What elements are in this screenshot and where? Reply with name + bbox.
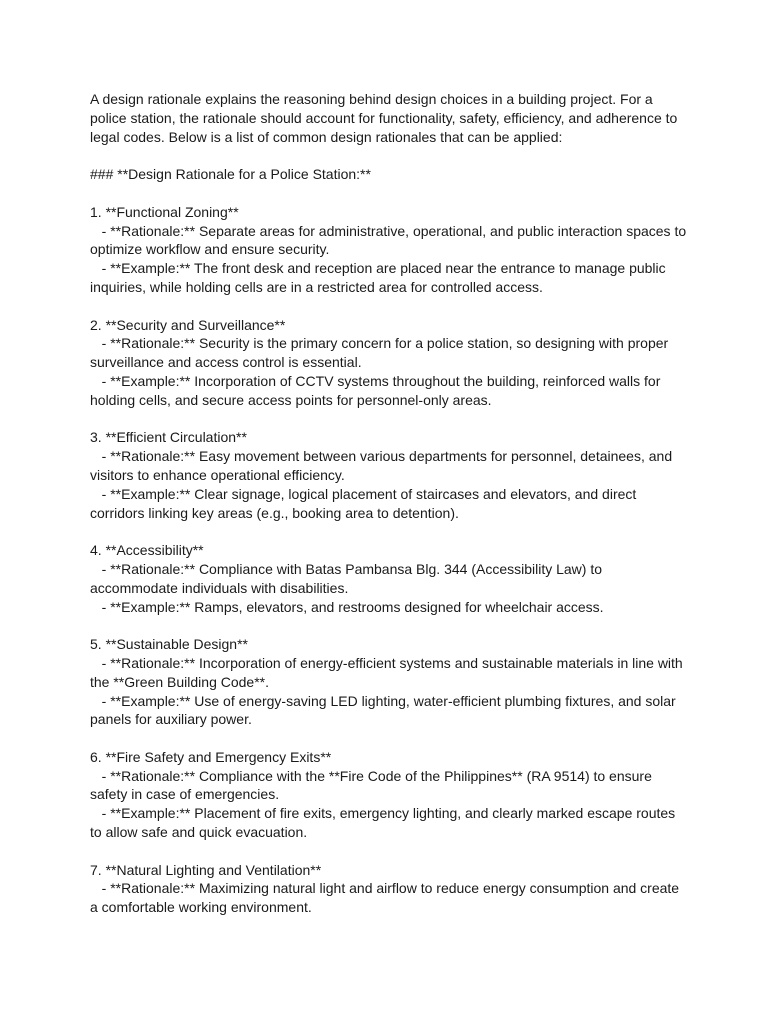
list-item xyxy=(90,203,690,297)
list-item xyxy=(90,316,690,410)
item-example: - **Example:** Use of energy-saving LED lighting, water-efficient plumbing fixtures, and solar panels for auxiliary power. xyxy=(90,692,680,728)
spacer xyxy=(90,842,690,861)
item-rationale: - **Rationale:** Security is the primary concern for a police station, so designing with proper surveillance and access control is essential. xyxy=(90,335,673,371)
item-example: - **Example:** Placement of fire exits, emergency lighting, and clearly marked escape routes to allow safe and quick evacuation. xyxy=(90,805,680,841)
spacer xyxy=(90,297,690,316)
list-item xyxy=(90,635,690,729)
intro-paragraph: A design rationale explains the reasoning behind design choices in a building project. For a police station, the rationale should account for functionality, safety, efficiency, and adherence to legal codes. Below is a list of common design rationales that can be applied: xyxy=(90,91,682,145)
list-item xyxy=(90,541,690,616)
item-example: - **Example:** Incorporation of CCTV systems throughout the building, reinforced walls for holding cells, and secure access points for personnel-only areas. xyxy=(90,372,665,408)
spacer xyxy=(90,184,690,203)
spacer xyxy=(90,729,690,748)
item-title: 4. **Accessibility** xyxy=(90,542,204,559)
document-page xyxy=(90,90,690,917)
spacer xyxy=(90,410,690,429)
item-rationale: - **Rationale:** Separate areas for administrative, operational, and public interaction spaces to optimize workflow and ensure security. xyxy=(90,222,691,258)
item-rationale: - **Rationale:** Compliance with the **Fire Code of the Philippines** (RA 9514) to ensure safety in case of emergencies. xyxy=(90,767,656,803)
item-title: 2. **Security and Surveillance** xyxy=(90,316,286,333)
list-item xyxy=(90,748,690,842)
item-example: - **Example:** Clear signage, logical placement of staircases and elevators, and direct corridors linking key areas (e.g., booking area to detention). xyxy=(90,485,641,521)
item-title: 3. **Efficient Circulation** xyxy=(90,429,247,446)
list-item xyxy=(90,428,690,522)
item-example: - **Example:** Ramps, elevators, and restrooms designed for wheelchair access. xyxy=(90,598,604,615)
item-rationale: - **Rationale:** Maximizing natural light and airflow to reduce energy consumption and create a comfortable working environment. xyxy=(90,880,683,916)
item-title: 6. **Fire Safety and Emergency Exits** xyxy=(90,748,332,765)
spacer xyxy=(90,146,690,165)
item-title: 7. **Natural Lighting and Ventilation** xyxy=(90,861,322,878)
item-rationale: - **Rationale:** Compliance with Batas Pambansa Blg. 344 (Accessibility Law) to accommodate individuals with disabilities. xyxy=(90,560,606,596)
spacer xyxy=(90,522,690,541)
item-title: 5. **Sustainable Design** xyxy=(90,636,248,653)
item-rationale: - **Rationale:** Incorporation of energy-efficient systems and sustainable materials in line with the **Green Building Code**. xyxy=(90,654,687,690)
item-example: - **Example:** The front desk and reception are placed near the entrance to manage public inquiries, while holding cells are in a restricted area for controlled access. xyxy=(90,260,670,295)
item-title: 1. **Functional Zoning** xyxy=(90,203,239,220)
item-rationale: - **Rationale:** Easy movement between various departments for personnel, detainees, and visitors to enhance operational efficiency. xyxy=(90,448,677,483)
section-heading: ### **Design Rationale for a Police Station:** xyxy=(90,166,371,183)
spacer xyxy=(90,616,690,635)
list-item xyxy=(90,861,690,917)
